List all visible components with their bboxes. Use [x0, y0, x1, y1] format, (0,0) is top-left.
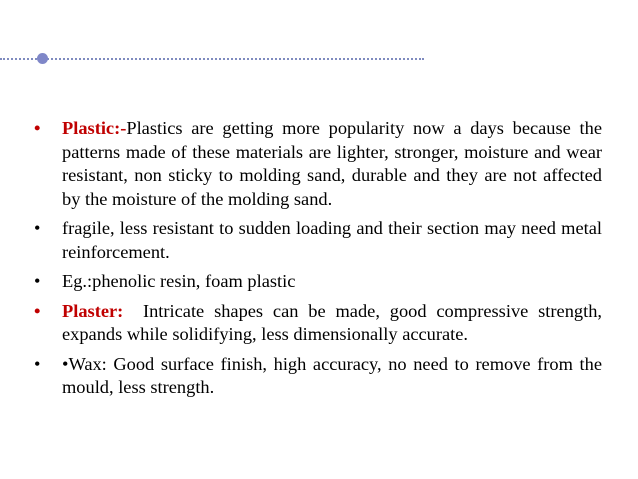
bullet-icon: • [34, 353, 41, 374]
term-plastic: Plastic:- [62, 118, 127, 138]
bullet-list [34, 117, 607, 406]
bullet-item-wax [34, 353, 602, 400]
divider-dot [37, 53, 48, 64]
top-divider-line [0, 58, 424, 60]
bullet-icon: • [34, 271, 41, 291]
fragile-text: fragile, less resistant to sudden loading and their section may need metal reinforcement. [62, 218, 602, 262]
bullet-item-plaster [34, 300, 607, 347]
bullet-item-fragile [34, 217, 602, 264]
wax-text: •Wax: Good surface finish, high accuracy, no need to remove from the mould, less strength. [62, 353, 602, 397]
bullet-icon: • [34, 218, 41, 238]
plaster-description: Intricate shapes can be made, good compressive strength, expands while solidifying, less dimensionally accurate. [62, 300, 607, 344]
term-plaster: Plaster: [62, 300, 124, 321]
bullet-item-plastic [34, 117, 602, 211]
plastic-description: Plastics are getting more popularity now a days because the patterns made of these materials are lighter, stronger, moisture and wear resistant, non sticky to molding sand, durable and they are not affected by the moisture of the molding sand. [62, 118, 602, 209]
bullet-item-example [34, 270, 602, 294]
bullet-icon: • [34, 118, 41, 138]
example-text: Eg.:phenolic resin, foam plastic [62, 271, 296, 291]
bullet-icon: • [34, 300, 41, 321]
